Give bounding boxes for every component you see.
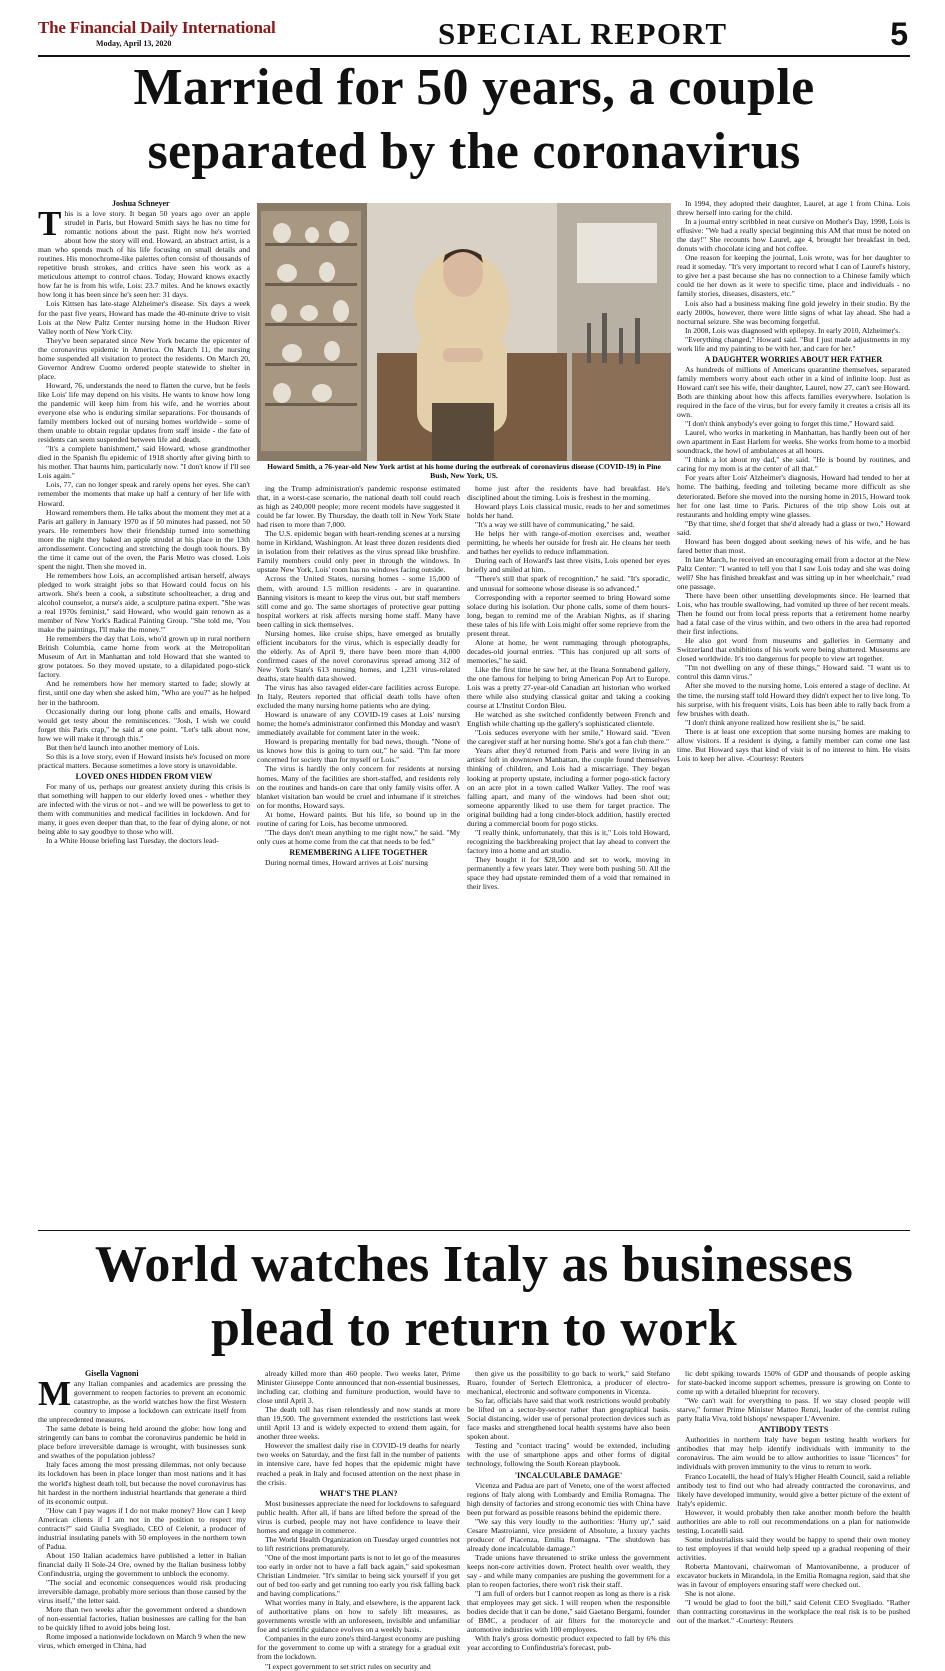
story2-column-3 [467,1369,670,1653]
paragraph: They've been separated since New York became the epicenter of the coronavirus epidemic in America. On March 11, the nursing home suspended all visitation to protect the residents. On March 20, Governor Andrew Cuomo ordered people statewide to shelter in place. [38,335,250,381]
paragraph: There have been other unsettling developments since. He learned that Lois, who has trouble swallowing, had vomited up three of her recent meals. Then he found out from local press reports that a retirement home nearby had a fatal case of the virus within, and two others in the area had reported their first infections. [677,591,910,637]
paragraph: For years after Lois' Alzheimer's diagnosis, Howard had tended to her at home. The bathing, feeding and toileting became more difficult as she deteriorated. Before she moved into the nursing home in 2015, Howard took her for one last time to Paris. Pictures of the trip show Lois out at restaurants and holding empty wine glasses. [677,473,910,519]
paragraph: The virus is hardly the only concern for residents at nursing homes. Many of the facilities are short-staffed, and residents rely on the routines and hands-on care that only family visits offer. A blanket visitation ban would be cruel and inhumane if it stretches on for months, Howard says. [257,764,460,810]
paragraph: However, it would probably then take another month before the health authorities are able to roll out recommendations on a plan for nationwide testing, Locatelli said. [677,1507,910,1535]
story2-column-2 [257,1369,460,1671]
paragraph: home just after the residents have had breakfast. He's disciplined about the timing. Lois is freshest in the morning. [467,484,670,503]
paragraph: then give us the possibility to go back to work," said Stefano Ruaro, founder of Sertech Elettronica, a producer of electro-mechanical, electronic and software components in Vicenza. [467,1369,670,1397]
paragraph: Howard is unaware of any COVID-19 cases at Lois' nursing home; the home's administrator confirmed this Monday and wasn't immediately available for comment later in the week. [257,710,460,738]
paragraph: "I don't think anybody's ever going to forget this time," Howard said. [685,419,895,429]
paragraph: In a White House briefing last Tuesday, the doctors lead- [46,836,219,846]
paragraph: The World Health Organization on Tuesday urged countries not to lift restrictions prematurely. [257,1534,460,1553]
paragraph: "I think a lot about my dad," she said. "He is bound by routines, and caring for my mom is at the center of all that." [677,455,910,474]
paragraph: "How can I pay wages if I do not make money? How can I keep American clients if I am not in the position to respect my contracts?" said Giulia Svegliado, CEO of Celenit, a producer of industrial insulating panels with 50 employees in the northern town of Padua. [38,1505,246,1551]
paragraph: "By that time, she'd forget that she'd already had a glass or two," Howard said. [677,518,910,537]
story2-column-4 [677,1369,910,1626]
paragraph: During normal times, Howard arrives at Lois' nursing [265,857,428,867]
paragraph: Across the United States, nursing homes - some 15,000 of them, with around 1.5 million residents - are in quarantine. Banning visitors is meant to keep the virus out, but staff members still come and go. The same shortages of protective gear putting hospital workers at risk affects nursing home staff. Many have been calling in sick themselves. [257,574,460,629]
paragraph: Vicenza and Padua are part of Veneto, one of the worst affected regions of Italy along with Lombardy and Emilia Romagna. The high density of factories and strong economic ties with China have been put forward as possible reasons behind the epidemic there. [467,1480,670,1517]
paragraph: In a journal entry scribbled in neat cursive on Mother's Day, 1998, Lois is effusive: "We had a really special beginning this AM that must be noted on the day!" She recounts how Laurel, age 4, brought her breakfast in bed, donuts with chocolate icing and hot coffee. [677,217,910,254]
story-divider [38,1230,910,1231]
paragraph: "There's still that spark of recognition," he said. "It's sporadic, and unusual for someone whose disease is so advanced." [467,574,670,593]
paragraph: Trade unions have threatened to strike unless the government keeps non-core activities down. Protect health over wealth, they say - and while many companies are pushing the government for a plan to reopen factories, there won't risk their staff. [467,1552,670,1590]
page-number: 5 [890,16,908,52]
paragraph: They bought it for $28,500 and set to work, moving in permanently a few years later. They were both pushing 50. All the space they had upstate reminded them of a void that remained in their lives. [467,854,670,892]
masthead [38,18,918,54]
headline-line: Married for 50 years, a couple [133,59,815,116]
headline-story2 [38,1233,910,1361]
paragraph: "We can't wait for everything to pass. If we stay closed people will starve," former Prime Minister Matteo Renzi, leader of the centrist ruling party Italia Viva, told bishops' newspaper L'Avvenire. [677,1396,910,1424]
paragraph: "It's a complete banishment," said Howard, whose grandmother died in the Spanish flu epidemic of 1918 shortly after giving birth to his mother. That haunts him, particularly now. "I don't know if I'll see Lois again." [38,444,250,481]
paragraph: In late March, he received an encouraging email from a doctor at the New Paltz Center: "I wanted to tell you that I saw Lois today and she was doing well? She has finished breakfast and was sitting up in her wheelchair," read one passage. [677,554,910,591]
paragraph: Howard remembers them. He talks about the moment they met at a Paris art gallery in January 1970 as if 50 minutes had passed, not 50 years. He remembers how their friendship turned into something more the night they baked an apple strudel at his place in the 13th arrondissement. Concocting and stretching the dough took hours. By the time it came out of the oven, the Paris Metro was closed. Lois spent the night. Then she moved in. [38,507,250,571]
news-photo [257,203,671,461]
paragraph: The U.S. epidemic began with heart-rending scenes at a nursing home in Kirkland, Washington. At least three dozen residents died in isolation from their relatives as the virus spread like brushfire. Family members could only peer in through the windows. In upstate New York, Lois' room has no windows facing outside. [257,529,460,575]
paragraph: Occasionally during our long phone calls and emails, Howard would get testy about the reminiscences. "Josh, I wish we could forget this Paris crap," he said at one point. "Let's talk about now, how we will make it through this." [38,706,250,743]
story1-column-1 [38,204,250,1226]
paragraph: lic debt spiking towards 150% of GDP and thousands of people asking for state-backed income support schemes, pressure is growing on Conte to come up with a detailed blueprint for recovery. [677,1369,910,1397]
paragraph: Franco Locatelli, the head of Italy's Higher Health Council, said a reliable antibody test to find out who had already contracted the coronavirus, and likely have developed immunity, would give a better picture of the extent of Italy's epidemic. [677,1471,910,1508]
subheading: WHAT'S THE PLAN? [319,1488,398,1498]
paragraph: For many of us, perhaps our greatest anxiety during this crisis is that something will happen to our elderly loved ones - whether they are infected with the virus or not - and we will be powerless to get to them with communities and medical facilities in lockdown. And for many, it goes even deeper than that, to the fear of dying alone, or not being able to say goodbye to those who will. [38,781,250,837]
paragraph: He remembers the day that Lois, who'd grown up in rural northern British Columbia, came home from work at the Metropolitan Museum of Art in Manhattan and told Howard that she wanted to grow potatoes. So they moved upstate, to a dilapidated pogo-stick factory. [38,634,250,680]
headline-line: separated by the coronavirus [147,123,801,180]
subheading: ANTIBODY TESTS [758,1425,829,1435]
section-title: SPECIAL REPORT [438,16,728,51]
paragraph: Howard is preparing mentally for bad news, though. "None of us knows how this is going to turn out," he said. "I'm far more concerned for society than for myself or Lois." [257,737,460,765]
paragraph: The virus has also ravaged elder-care facilities across Europe. In Italy, Reuters reported that official death tolls have often excluded the many nursing home patients who are dying. [257,683,460,711]
paragraph: So far, officials have said that work restrictions would probably be lifted on a sector-by-sector rather than geographical basis. Social distancing, wider use of personal protection devices such as face masks and strengthened local health systems have also been spoken about. [467,1396,670,1442]
photo-caption: Howard Smith, a 76-year-old New York artist at his home during the outbreak of coronavirus disease (COVID-19) in Pine Bush, New York, US. [267,462,661,480]
paragraph: And he remembers how her memory started to fade; slowly at first, until one day when she asked him, "Who are you?" as he helped her in the bathroom. [38,679,250,707]
paragraph: As hundreds of millions of Americans quarantine themselves, separated family members worry about each other in a kind of infinite loop. Just as Howard can't see his wife, their daughter, Laurel, now 27, can't see Howard. Both are thinking about how this affects families everywhere. Isolation is required in the face of the virus, but for every family it creates a crisis all its own. [677,364,910,420]
paragraph: But then he'd launch into another memory of Lois. [46,742,200,752]
paragraph: Testing and "contact tracing" would be extended, including with the use of smartphone apps and other forms of digital technology, following the South Korean playbook. [467,1441,670,1469]
paragraph: With Italy's gross domestic product expected to fall by 6% this year according to Confindustria's forecast, pub- [467,1634,670,1653]
paragraph: "I don't think anyone realized how resilient she is," he said. [685,717,866,727]
byline-story1: Joshua Schneyer [112,199,170,208]
paragraph: Howard has been dogged about seeking news of his wife, and he has fared better than most. [677,536,910,555]
paragraph: Nursing homes, like cruise ships, have emerged as brutally efficient incubators for the virus, which is especially deadly for the elderly. As of April 9, there have been more than 4,000 confirmed cases of the novel coronavirus spread among 312 of New York State's 613 nursing homes, and 1,231 virus-related deaths, state health data showed. [257,628,460,683]
paragraph: He watched as she switched confidently between French and English while chatting up the gallery's sophisticated clientele. [467,710,670,729]
paragraph: "The social and economic consequences would risk producing irreversible damage, probably more serious than those caused by the virus itself," the letter said. [38,1578,246,1606]
paragraph: Years after they'd returned from Paris and were living in an artists' loft in downtown Manhattan, the couple found themselves thinking of children, and Lois had a miscarriage. They began looking at property upstate, including a former pogo-stick factory on an acre plot in a town called Walker Valley. The roof was falling apart, and many of the windows had been shot out; someone apparently liked to use them for target practice. The original building had a long cinder-block addition, hastily erected during a commercial boom for pogo sticks. [467,746,670,828]
paragraph: "It's a way we still have of communicating," he said. [475,520,635,530]
paragraph: Rome imposed a nationwide lockdown on March 9 when the new virus, which emerged in China, had [38,1632,246,1651]
paragraph: In 1994, they adopted their daughter, Laurel, at age 1 from China. Lois threw herself into caring for the child. [677,199,910,218]
paragraph: At home, Howard paints. But his life, so bound up in the routine of caring for Lois, has become unmoored. [257,809,460,828]
paragraph: There is at least one exception that some nursing homes are making to allow visitors. If a resident is dying, a family member can come one last time. But Howard says that kind of visit is of no interest to him. He visits Lois to keep her alive. -Courtesy: Reuters [677,726,910,763]
paragraph: Many Italian companies and academics are pressing the government to reopen factories to prevent an economic catastrophe, as the world watches how the first Western country to impose a lockdown can extricate itself from the unprecedented measures. [38,1374,246,1425]
paragraph: Corresponding with a reporter seemed to bring Howard some solace during his isolation. Our phone calls, some of them hours-long, began to remind me of the Arabian Nights, as if sharing these tales of his life with Lois might offer some reprieve from the present threat. [467,592,670,638]
paragraph: "I'm not dwelling on any of these things," Howard said. "I want us to control this damn virus." [677,663,910,682]
paper-name: The Financial Daily International [38,18,276,37]
paragraph: already killed more than 460 people. Two weeks later, Prime Minister Giuseppe Conte announced that non-essential businesses, including car, clothing and furniture production, would have to close until April 3. [257,1369,460,1406]
paragraph: She is not alone. [685,1589,736,1599]
paragraph: He also got word from museums and galleries in Germany and Switzerland that exhibitions of his work were being shuttered. Museums are closed worldwide. It's too dangerous for people to view art together. [677,636,910,664]
paragraph: "I would be glad to foot the bill," said Celenit CEO Svegliado. "Rather than contracting coronavirus in the workplace the real risk is to be pushed out of the market." -Courtesy: Reuters [677,1598,910,1626]
subheading: 'INCALCULABLE DAMAGE' [514,1470,623,1480]
paragraph: Companies in the euro zone's third-largest economy are pushing for the government to come up with a strategy for a gradual exit from the lockdown. [257,1634,460,1662]
paragraph: "One of the most important parts is not to let go of the measures too early in order not to have a fall back again," said spokesman Christian Lindmeier. "It's similar to being sick yourself if you get out of bed too early and get running too early you risk falling back and having complications." [257,1552,460,1599]
paragraph: Like the first time he saw her, at the Ileana Sonnabend gallery, the one famous for helping to bring American Pop Art to Europe. Lois was a pretty 27-year-old Canadian art historian who worked there while also studying classical guitar and taking a cooking course at L'Institut Cordon Bleu. [467,664,670,711]
paragraph: Lois also had a business making fine gold jewelry in their studio. By the early 2000s, however, there were little signs of what lay ahead. She had a nocturnal seizure. She was becoming forgetful. [677,298,910,326]
story1-column-4 [677,199,910,1226]
drop-cap: T [38,204,62,243]
drop-cap: M [38,1374,72,1413]
paragraph: "I expect government to set strict rules on security and [265,1661,431,1671]
paragraph: So this is a love story, even if Howard insists he's focused on more practical matters. Because sometimes a love story is unavoidable. [38,751,250,770]
paragraph: He helps her with range-of-motion exercises and, weather permitting, he wheels her outside for fresh air. He cleans her teeth and bathes her eyelids to reduce inflammation. [467,529,670,557]
subheading: REMEMBERING A LIFE TOGETHER [289,847,428,857]
story2-column-1 [38,1374,246,1651]
paragraph: After she moved to the nursing home, Lois entered a stage of decline. At the time, the nursing staff told Howard they didn't expect her to live long. To his surprise, with his frequent visits, Lois has been able to rally back from a few brushes with death. [677,681,910,718]
paragraph: Lois, 77, can no longer speak and rarely opens her eyes. She can't remember the moments that make up half a century of her life with Howard. [38,480,250,508]
photo-illustration [257,203,671,461]
paragraph: In 2008, Lois was diagnosed with epilepsy. In early 2010, Alzheimer's. [685,325,901,335]
story1-column-2 [257,484,460,1226]
headline-line: plead to return to work [211,1300,737,1357]
paragraph: More than two weeks after the government ordered a shutdown of non-essential factories, Italian businesses are calling for the ban to be quickly lifted to avoid jobs being lost. [38,1605,246,1633]
paragraph: About 150 Italian academics have published a letter in Italian financial daily Il Sole-24 Ore, owned by the Italian business lobby Confindustria, urging the government to unblock the economy. [38,1550,246,1578]
paragraph: Roberta Mantovani, chairwoman of Mantovanibenne, a producer of excavator buckets in Mirandola, in the Emilia Romagna region, said that she was in favour of employers ensuring staff were checked out. [677,1561,910,1590]
paragraph: "I am full of orders but I cannot reopen as long as there is a risk that employees may get sick. I will reopen when the responsible bodies decide that it can be done," said Gaetano Bergami, founder of BMC, a producer of air filters for the motorcycle and automotive industries with 100 employees. [467,1589,670,1635]
paragraph: Most businesses appreciate the need for lockdowns to safeguard public health. After all, if bans are lifted before the spread of the virus is curbed, people may not have confidence to leave their homes and engage in commerce. [257,1498,460,1535]
headline-line: World watches Italy as businesses [94,1236,854,1293]
paragraph: "Everything changed," Howard said. "But I just made adjustments in my work life and my painting to be with her, and care for her." [677,334,910,353]
paragraph: Howard, 76, understands the need to flatten the curve, but he feels like Lois' life may depend on his visits. He wants to know how long the pandemic will keep him from his wife, and he worries about everyone else who is enduring similar separations. For thousands of family members locked out of nursing homes worldwide - some of them unable to obtain regular updates from staff inside - the fate of residents can seem suspended between life and death. [38,380,250,445]
paragraph: Italy faces among the most pressing dilemmas, not only because its lockdown has been in place longer than most nations and it has the world's highest death toll, but because the novel coronavirus has hit hardest in the northern industrial heartlands that generate a third of its economic output. [38,1460,246,1506]
paragraph: This is a love story. It began 50 years ago over an apple strudel in Paris, but Howard Smith says he has no time for romantic notions about the past. Right now he's worried about how the story will end. Howard, an abstract artist, is a man who spends much of his life focusing on small details and routines. His monochrome-like palettes often consist of thousands of repetitive brush strokes, and critics have seen his work as a meticulous attempt to control chaos. Today, Howard knows exactly how far he is from his wife, Lois: 23.7 miles. And he knows exactly how long it has been since he's seen her: 31 days. [38,204,250,300]
paragraph: One reason for keeping the journal, Lois wrote, was for her daughter to read it someday. "It's very important to record what I can of Laurel's history, to give her a past because she has no connection to a Chinese family which could tie her down as it were to specific time, place and individuals - no family stories, diseases, disasters, etc." [677,253,910,299]
paragraph: What worries many in Italy, and elsewhere, is the apparent lack of authoritative plans on how to safely lift measures, as governments wrestle with an unforeseen, invisible and unfamiliar foe and scientific guidance evolves on a weekly basis. [257,1598,460,1635]
paragraph: The same debate is being held around the globe: how long and stringently can bans to combat the coronavirus pandemic be held in place before irreversible damage is wrought, with businesses sunk and swathes of the population jobless? [38,1424,246,1461]
publication-date: Moday, April 13, 2020 [96,39,172,48]
paragraph: However the smallest daily rise in COVID-19 deaths for nearly two weeks on Saturday, and the first fall in the number of patients in intensive care, have fed hopes that the epidemic might have reached a peak in Italy and focused attention on the next phase in the crisis. [257,1441,460,1487]
paragraph: ing the Trump administration's pandemic response estimated that, in a worst-case scenario, the national death toll could reach as high as 240,000 people; more recent models have suggested it could be far lower. By Thursday, the death toll in New York State had risen to more than 7,000. [257,484,460,530]
paragraph: Some industrialists said they would be happy to spend their own money to test employees if that would help speed up a gradual reopening of their activities. [677,1534,910,1562]
paragraph: Lois Kittsen has late-stage Alzheimer's disease. Six days a week for the past five years, Howard has made the 40-minute drive to visit Lois at the New Paltz Center nursing home in the Hudson River Valley north of New York City. [38,299,250,336]
paragraph: "We say this very loudly to the authorities: 'Hurry up'," said Cesare Mastroianni, vice president of Absolute, a luxury yachts producer of Piacenza, Emilia Romagna. "The shutdown has already done incalculable damage." [467,1516,670,1553]
paragraph: Authorities in northern Italy have begun testing health workers for antibodies that may help identify individuals with immunity to the coronavirus. The aim would be to allow authorities to issue "licences" for individuals with proven immunity to the virus to return to work. [677,1435,910,1472]
paragraph: Laurel, who works in marketing in Manhattan, has hardly been out of her own apartment in East Harlem for weeks. She works from home to a morbid soundtrack, the howl of ambulances at all hours. [677,428,910,456]
paragraph: "Lois seduces everyone with her smile," Howard said. "Even the caregiver staff at her nursing home. She's got a fan club there." [467,728,670,747]
paragraph: He remembers how Lois, an accomplished artisan herself, always pledged to work straight jobs so that Howard could focus on his artwork. She's been a cook, a substitute schoolteacher, a drug and alcohol counselor, a nurse's aide, a sculpture patina expert. "She was a real 1970s feminist," said Howard, who would gain renown as a member of New York's Radical Painting Group. "She told me, 'You make the paintings, I'll make the money.'" [38,570,250,635]
paragraph: Alone at home, he went rummaging through photographs, decades-old journal entries. "This has conjured up all sorts of memories," he said. [467,637,670,665]
subheading: LOVED ONES HIDDEN FROM VIEW [75,771,213,781]
subheading: A DAUGHTER WORRIES ABOUT HER FATHER [704,354,883,364]
paragraph: Howard plays Lois classical music, reads to her and sometimes holds her hand. [467,502,670,521]
paragraph: "The days don't mean anything to me right now," he said. "My only cues at home come from the cat that needs to be fed." [257,827,460,846]
story1-column-3 [467,484,670,1226]
paragraph: "I really think, unfortunately, that this is it," Lois told Howard, recognizing the backbreaking project that lay ahead to convert the factory into a home and art studio. [467,827,670,855]
byline-story2: Gisella Vagnoni [85,1369,139,1378]
paragraph: The death toll has risen relentlessly and now stands at more than 19,500. The government extended the restrictions last week until April 13 and is widely expected to extend them again, for another three weeks. [257,1405,460,1442]
headline-story1 [38,56,910,184]
paragraph: During each of Howard's last three visits, Lois opened her eyes briefly and smiled at him. [467,556,670,575]
